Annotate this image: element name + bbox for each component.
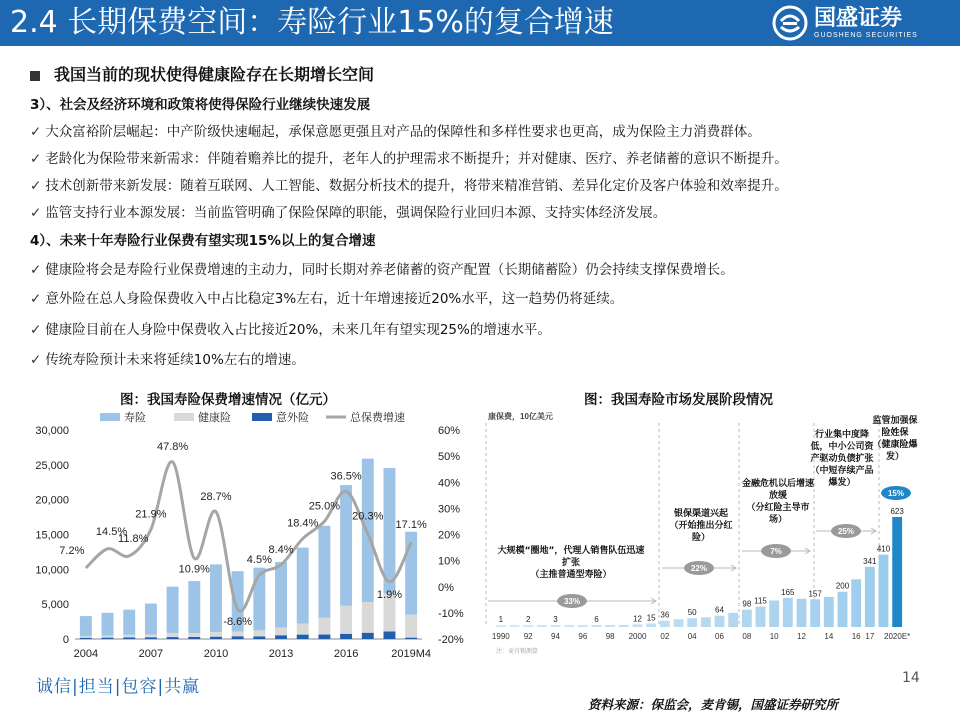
y2-tick-label: -20% xyxy=(438,634,464,646)
market-bar xyxy=(865,567,875,627)
bar-value-label: 50 xyxy=(687,608,697,618)
x-tick-label: 06 xyxy=(715,632,724,641)
bar-accident xyxy=(232,636,244,639)
market-bar xyxy=(674,619,684,627)
bar-life xyxy=(340,485,352,606)
y2-tick-label: 30% xyxy=(438,503,461,516)
bar-life xyxy=(102,613,114,636)
x-tick-label: 17 xyxy=(865,632,875,641)
figure-right-title: 图：我国寿险市场发展阶段情况 xyxy=(584,392,773,408)
legend-swatch xyxy=(174,413,194,421)
bar-accident xyxy=(384,631,396,639)
growth-data-label: 21.9% xyxy=(135,508,167,521)
bar-value-label: 6 xyxy=(594,615,599,624)
market-bar xyxy=(879,555,889,627)
legend-label: 健康险 xyxy=(198,412,231,424)
slide-title: 2.4 长期保费空间：寿险行业15%的复合增速 xyxy=(10,5,614,40)
stage-annotation xyxy=(742,478,814,568)
bar-health xyxy=(167,633,179,637)
x-tick-label: 10 xyxy=(769,632,779,641)
x-tick-label: 02 xyxy=(660,632,670,641)
x-tick-label: 96 xyxy=(578,632,588,641)
y-tick-label: 20,000 xyxy=(35,494,69,507)
bar-accident xyxy=(145,637,157,639)
bar-accident xyxy=(210,637,222,639)
bar-life xyxy=(318,526,330,618)
bar-value-label: 165 xyxy=(781,587,795,597)
legend-item xyxy=(252,410,309,424)
source-note: 资料来源：保监会，麦肯锡，国盛证券研究所 xyxy=(588,697,839,712)
bar-health xyxy=(145,635,157,638)
header-bar xyxy=(0,0,960,46)
bar-life xyxy=(297,548,309,624)
y-tick-label: 10,000 xyxy=(35,564,69,577)
growth-badge-label: 22% xyxy=(690,564,708,573)
bar-accident xyxy=(102,638,114,639)
bar-accident xyxy=(275,635,287,639)
stage-annotation-text: 银保渠道兴起 （开始推出分红险） xyxy=(669,509,733,543)
stage-annotation-text: 大规模“圈地”，代理人销售队伍迅速扩张 （主推普通型寿险） xyxy=(497,546,645,580)
x-tick-label: 2007 xyxy=(138,648,164,660)
company-logo xyxy=(772,5,918,41)
bar-accident xyxy=(123,637,135,639)
market-bar xyxy=(797,599,807,627)
bar-health xyxy=(232,631,244,636)
section4-bullet: ✓ 传统寿险预计未来将延续10%左右的增速。 xyxy=(30,352,305,368)
bar-value-label: 200 xyxy=(835,581,850,591)
growth-badge xyxy=(816,524,876,538)
legend-item xyxy=(174,410,231,424)
x-tick-label: 14 xyxy=(824,632,834,641)
premium-growth-chart xyxy=(20,405,500,665)
section4-bullet: ✓ 健康险目前在人身险中保费收入占比接近20%，未来几年有望实现25%的增速水平。 xyxy=(30,322,551,338)
stage-annotation xyxy=(664,508,738,598)
growth-badge-label: 15% xyxy=(887,489,905,498)
growth-data-label: 17.1% xyxy=(395,519,427,532)
legend-swatch xyxy=(252,413,272,421)
bar-value-label: 98 xyxy=(742,599,752,609)
bar-value-label: 157 xyxy=(808,589,822,599)
bar-health xyxy=(210,632,222,637)
bar-value-label: 1 xyxy=(498,615,504,624)
market-bar xyxy=(810,599,820,627)
square-bullet-icon xyxy=(30,71,40,81)
growth-data-label: 4.5% xyxy=(246,553,272,566)
section3-title: 3）、社会及经济环境和政策将使得保险行业继续快速发展 xyxy=(30,97,371,113)
market-bar xyxy=(769,601,779,627)
y-axis-label: 康保费，10亿美元 xyxy=(488,412,553,421)
market-bar xyxy=(851,579,861,627)
legend-label: 意外险 xyxy=(276,412,309,424)
logo-name-en: GUOSHENG SECURITIES xyxy=(814,31,918,39)
x-tick-label: 1990 xyxy=(491,632,510,641)
check-icon: ✓ xyxy=(30,322,42,338)
stage-annotation-text: 监管加强保险姓保 （健康险爆发） xyxy=(872,416,918,462)
market-bar xyxy=(838,592,848,627)
bar-accident xyxy=(188,637,200,639)
market-bar xyxy=(687,618,697,627)
section3-bullet: ✓ 老龄化为保险带来新需求：伴随着赡养比的提升，老年人的护理需求不断提升；并对健康、医疗、养老储蓄的意识不断提升。 xyxy=(30,151,788,167)
growth-data-label: 1.9% xyxy=(376,588,403,601)
bar-accident xyxy=(340,634,352,639)
bar-value-label: 341 xyxy=(863,556,877,566)
stage-annotation-text: 行业集中度降低，中小公司资产驱动负债扩张 （中短存续产品爆发） xyxy=(810,430,874,488)
check-icon: ✓ xyxy=(30,124,42,140)
bar-health xyxy=(80,636,92,638)
growth-data-label: 18.4% xyxy=(287,517,319,530)
x-tick-label: 98 xyxy=(605,632,615,641)
check-icon: ✓ xyxy=(30,178,42,194)
growth-data-label: 20.3% xyxy=(352,510,384,523)
bar-health xyxy=(318,618,330,635)
market-bar xyxy=(701,617,711,627)
bar-value-label: 3 xyxy=(553,615,558,624)
y-tick-label: 25,000 xyxy=(35,459,69,472)
bar-value-label: 410 xyxy=(876,544,891,554)
legend-label: 总保费增速 xyxy=(350,412,405,424)
growth-data-label: 7.2% xyxy=(59,544,85,557)
y2-tick-label: -10% xyxy=(438,607,464,620)
section3-bullet: ✓ 技术创新带来新发展：随着互联网、人工智能、数据分析技术的提升，将带来精准营销、差异化定价及客户体验和效率提升。 xyxy=(30,178,788,194)
bar-value-label: 15 xyxy=(646,613,656,623)
y-tick-label: 15,000 xyxy=(35,529,69,542)
x-tick-label: 2004 xyxy=(73,648,99,660)
y-tick-label: 5,000 xyxy=(41,599,69,612)
bar-health xyxy=(188,633,200,637)
legend-swatch xyxy=(100,413,120,421)
x-tick-label: 2010 xyxy=(203,648,229,660)
bar-life xyxy=(145,604,157,635)
growth-badge-label: 33% xyxy=(563,597,581,606)
bar-accident xyxy=(80,638,92,639)
bar-value-label: 12 xyxy=(633,614,642,624)
market-stage-chart xyxy=(484,405,944,665)
market-bar xyxy=(756,607,766,627)
growth-badge-label: 7% xyxy=(770,547,782,556)
bar-life xyxy=(188,581,200,633)
bar-accident xyxy=(253,636,265,639)
check-icon: ✓ xyxy=(30,205,42,221)
logo-emblem-icon xyxy=(772,5,808,41)
figure-left-title: 图：我国寿险保费增速情况（亿元） xyxy=(120,392,336,408)
y2-tick-label: 40% xyxy=(438,477,461,490)
market-bar xyxy=(728,613,738,627)
x-tick-label: 2000 xyxy=(628,632,647,641)
market-bar xyxy=(892,517,902,627)
x-tick-label: 04 xyxy=(687,632,697,641)
bar-life xyxy=(80,616,92,636)
bar-value-label: 115 xyxy=(754,596,767,606)
x-tick-label: 08 xyxy=(742,632,752,641)
market-bar xyxy=(715,616,725,627)
growth-data-label: 14.5% xyxy=(95,525,128,538)
bar-health xyxy=(253,630,265,636)
growth-data-label: 25.0% xyxy=(308,500,341,513)
section-heading: 我国当前的现状使得健康险存在长期增长空间 xyxy=(30,62,374,85)
y2-tick-label: 0% xyxy=(438,581,454,594)
bar-life xyxy=(123,610,135,635)
growth-data-label: 36.5% xyxy=(330,470,362,483)
section3-bullet: ✓ 大众富裕阶层崛起：中产阶级快速崛起，承保意愿更强且对产品的保障性和多样性要求也更高，成为保险主力消费群体。 xyxy=(30,124,761,140)
check-icon: ✓ xyxy=(30,352,42,368)
section3-bullet: ✓ 监管支持行业本源发展：当前监管明确了保险保障的职能，强调保险行业回归本源、支持实体经济发展。 xyxy=(30,205,667,221)
x-tick-label: 16 xyxy=(851,632,861,641)
growth-data-label: 8.4% xyxy=(268,543,294,556)
growth-data-label: -8.6% xyxy=(223,616,253,629)
market-bar xyxy=(783,598,793,627)
x-tick-label: 2013 xyxy=(268,648,294,660)
y2-tick-label: 60% xyxy=(438,425,461,437)
bar-value-label: 64 xyxy=(715,605,724,615)
x-tick-label: 2019M4 xyxy=(391,648,432,660)
bar-health xyxy=(362,602,374,633)
bar-health xyxy=(405,615,417,638)
bar-value-label: 623 xyxy=(890,507,904,516)
x-tick-label: 2016 xyxy=(333,648,359,660)
growth-badge-label: 25% xyxy=(837,527,855,536)
growth-data-label: 47.8% xyxy=(156,440,189,453)
market-bar xyxy=(824,597,834,627)
legend-label: 寿险 xyxy=(124,412,146,424)
bar-health xyxy=(340,606,352,634)
bar-health xyxy=(123,635,135,638)
y2-tick-label: 50% xyxy=(438,451,461,464)
check-icon: ✓ xyxy=(30,151,42,167)
stage-annotation xyxy=(496,545,646,635)
x-tick-label: 94 xyxy=(551,632,560,641)
growth-data-label: 11.8% xyxy=(118,532,149,545)
bar-life xyxy=(210,564,222,632)
chart-footnote: 注：麦肯锡测算 xyxy=(496,649,539,655)
bar-life xyxy=(275,562,287,627)
growth-data-label: 28.7% xyxy=(200,490,232,503)
market-bar xyxy=(646,623,656,627)
logo-name-cn: 国盛证券 xyxy=(814,5,903,31)
stage-annotation-text: 金融危机以后增速放缓 （分红险主导市场） xyxy=(742,479,814,525)
check-icon: ✓ xyxy=(30,262,42,278)
bar-health xyxy=(297,624,309,635)
bar-accident xyxy=(362,633,374,639)
y-tick-label: 30,000 xyxy=(35,425,69,437)
y2-tick-label: 10% xyxy=(438,555,461,568)
x-tick-label: 2020E* xyxy=(884,632,911,641)
y-tick-label: 0 xyxy=(62,634,69,646)
page-number: 14 xyxy=(902,670,920,686)
market-bar xyxy=(742,610,752,627)
bar-accident xyxy=(167,637,179,639)
footer-slogan: 诚信|担当|包容|共赢 xyxy=(36,677,201,697)
bar-value-label: 2 xyxy=(525,615,531,624)
bar-health xyxy=(275,627,287,635)
x-tick-label: 92 xyxy=(523,632,533,641)
check-icon: ✓ xyxy=(30,291,42,307)
bar-value-label: 36 xyxy=(660,610,670,620)
growth-data-label: 10.9% xyxy=(178,563,210,576)
section4-bullet: ✓ 意外险在总人身险保费收入中占比稳定3%左右，近十年增速接近20%水平，这一趋势仍将延续。 xyxy=(30,291,624,307)
stage-annotation xyxy=(870,415,920,505)
bar-accident xyxy=(318,635,330,639)
bar-life xyxy=(167,587,179,633)
bar-accident xyxy=(405,638,417,639)
stage-annotation xyxy=(807,429,877,519)
section4-title: 4）、未来十年寿险行业保费有望实现15%以上的复合增速 xyxy=(30,233,376,249)
legend-item xyxy=(326,410,405,424)
section4-bullet: ✓ 健康险将会是寿险行业保费增速的主动力，同时长期对养老储蓄的资产配置（长期储蓄险）仍会持续支撑保费增长。 xyxy=(30,262,734,278)
bar-health xyxy=(102,635,114,637)
bar-accident xyxy=(297,635,309,639)
market-bar xyxy=(660,621,670,627)
legend-item xyxy=(100,410,146,424)
x-tick-label: 12 xyxy=(797,632,806,641)
y2-tick-label: 20% xyxy=(438,529,461,542)
